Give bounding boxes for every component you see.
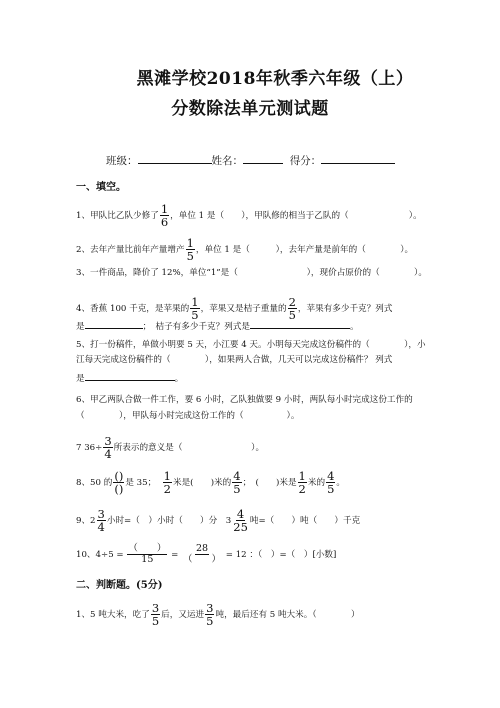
class-blank bbox=[138, 151, 212, 164]
question-9: 9、2 $\frac{3}{4}$ 小时=（ ）小时（ ）分 3 $\frac{4}{25}$ 吨=（ ）吨（ ）千克 bbox=[76, 507, 361, 534]
fraction: $\frac{4}{25}$ bbox=[233, 507, 248, 534]
name-label: 姓名： bbox=[211, 155, 243, 167]
section-fill-blank: 一、填空。 bbox=[76, 182, 126, 193]
question-6-line-2: （ ），甲队每小时完成这份工作的（ ）。 bbox=[76, 411, 300, 421]
score-blank bbox=[321, 151, 395, 164]
question-6: 6、甲乙两队合做一件工作，要 6 小时，乙队独做要 9 小时，两队每小时完成这份工作的 bbox=[76, 395, 413, 405]
fraction: $\frac{4}{5}$ bbox=[327, 469, 335, 496]
fraction: $\frac{1}{5}$ bbox=[191, 295, 199, 322]
fraction: $\frac{1}{2}$ bbox=[298, 469, 306, 496]
question-8: 8、50 的 $\frac{()}{()}$ 是 35； $\frac{1}{2}$ 米是( )米的 $\frac{4}{5}$ ； ( )米是 $\frac{1}{2}$ 米的 $\frac{4}{5}$ 。 bbox=[76, 469, 346, 496]
question-4-line-2: 是 ； 桔子有多少千克？列式是 。 bbox=[76, 319, 359, 333]
question-5-line-2: 江每天完成这份稿件的（ ），如果两人合做，几天可以完成这份稿件？ 列式 bbox=[76, 355, 393, 365]
fraction: $\frac{1}{6}$ bbox=[160, 202, 169, 229]
question-5: 5、打一份稿件，单做小明要 5 天，小江要 4 天。小明每天完成这份稿件的（ ），小 bbox=[76, 340, 426, 350]
question-2: 2、去年产量比前年产量增产 $\frac{1}{5}$ ，单位 1 是（ ），去年产量是前年的（ ）。 bbox=[76, 236, 414, 263]
question-7: 7 36÷ $\frac{3}{4}$ 所表示的意义是（ ）。 bbox=[76, 434, 265, 461]
fraction: $\frac{1}{2}$ bbox=[163, 469, 171, 496]
section-true-false: 二、判断题。(5分) bbox=[76, 580, 163, 591]
fraction: $\frac{4}{5}$ bbox=[233, 469, 241, 496]
question-5-line-3: 是 。 bbox=[76, 371, 183, 385]
fraction: $\frac{3}{4}$ bbox=[104, 434, 112, 461]
fraction: $\frac{3}{5}$ bbox=[206, 601, 214, 628]
name-blank bbox=[243, 151, 283, 164]
question-4: 4、香蕉 100 千克，是苹果的 $\frac{1}{5}$ ，苹果又是桔子重量的 $\frac{2}{5}$ ，苹果有多少千克？列式 bbox=[76, 295, 393, 322]
fraction: $\frac{( )}{15}$ bbox=[128, 543, 167, 565]
judge-1: 1、5 吨大米，吃了 $\frac{3}{5}$ 后，又运进 $\frac{3}{5}$ 吨，最后还有 5 吨大米。（ ） bbox=[76, 601, 360, 628]
question-3: 3、一件商品，降价了 12%，单位“1”是（ ），现价占原价的（ ）。 bbox=[76, 268, 427, 278]
fraction: $\frac{3}{5}$ bbox=[151, 601, 160, 628]
fraction: $\frac{1}{5}$ bbox=[186, 236, 194, 263]
page-title: 黑滩学校2018年秋季六年级（上） bbox=[136, 69, 414, 89]
page-subtitle: 分数除法单元测试题 bbox=[171, 99, 329, 119]
class-label: 班级： bbox=[106, 155, 138, 167]
fraction: $\frac{3}{4}$ bbox=[97, 507, 105, 534]
question-1: 1、甲队比乙队少修了 $\frac{1}{6}$ ，单位 1 是（ ），甲队修的相当于乙队的（ ）。 bbox=[76, 202, 422, 229]
question-10: 10、4÷5 = $\frac{( )}{15}$ = $\frac{28}{( )}$ = 12 ：（ ）=（ ）[小数] bbox=[76, 543, 337, 565]
student-info bbox=[106, 151, 395, 168]
fraction: $\frac{2}{5}$ bbox=[288, 295, 296, 322]
fraction: $\frac{28}{( )}$ bbox=[183, 543, 222, 565]
score-label: 得分： bbox=[289, 155, 322, 167]
fraction: $\frac{()}{()}$ bbox=[114, 469, 124, 496]
